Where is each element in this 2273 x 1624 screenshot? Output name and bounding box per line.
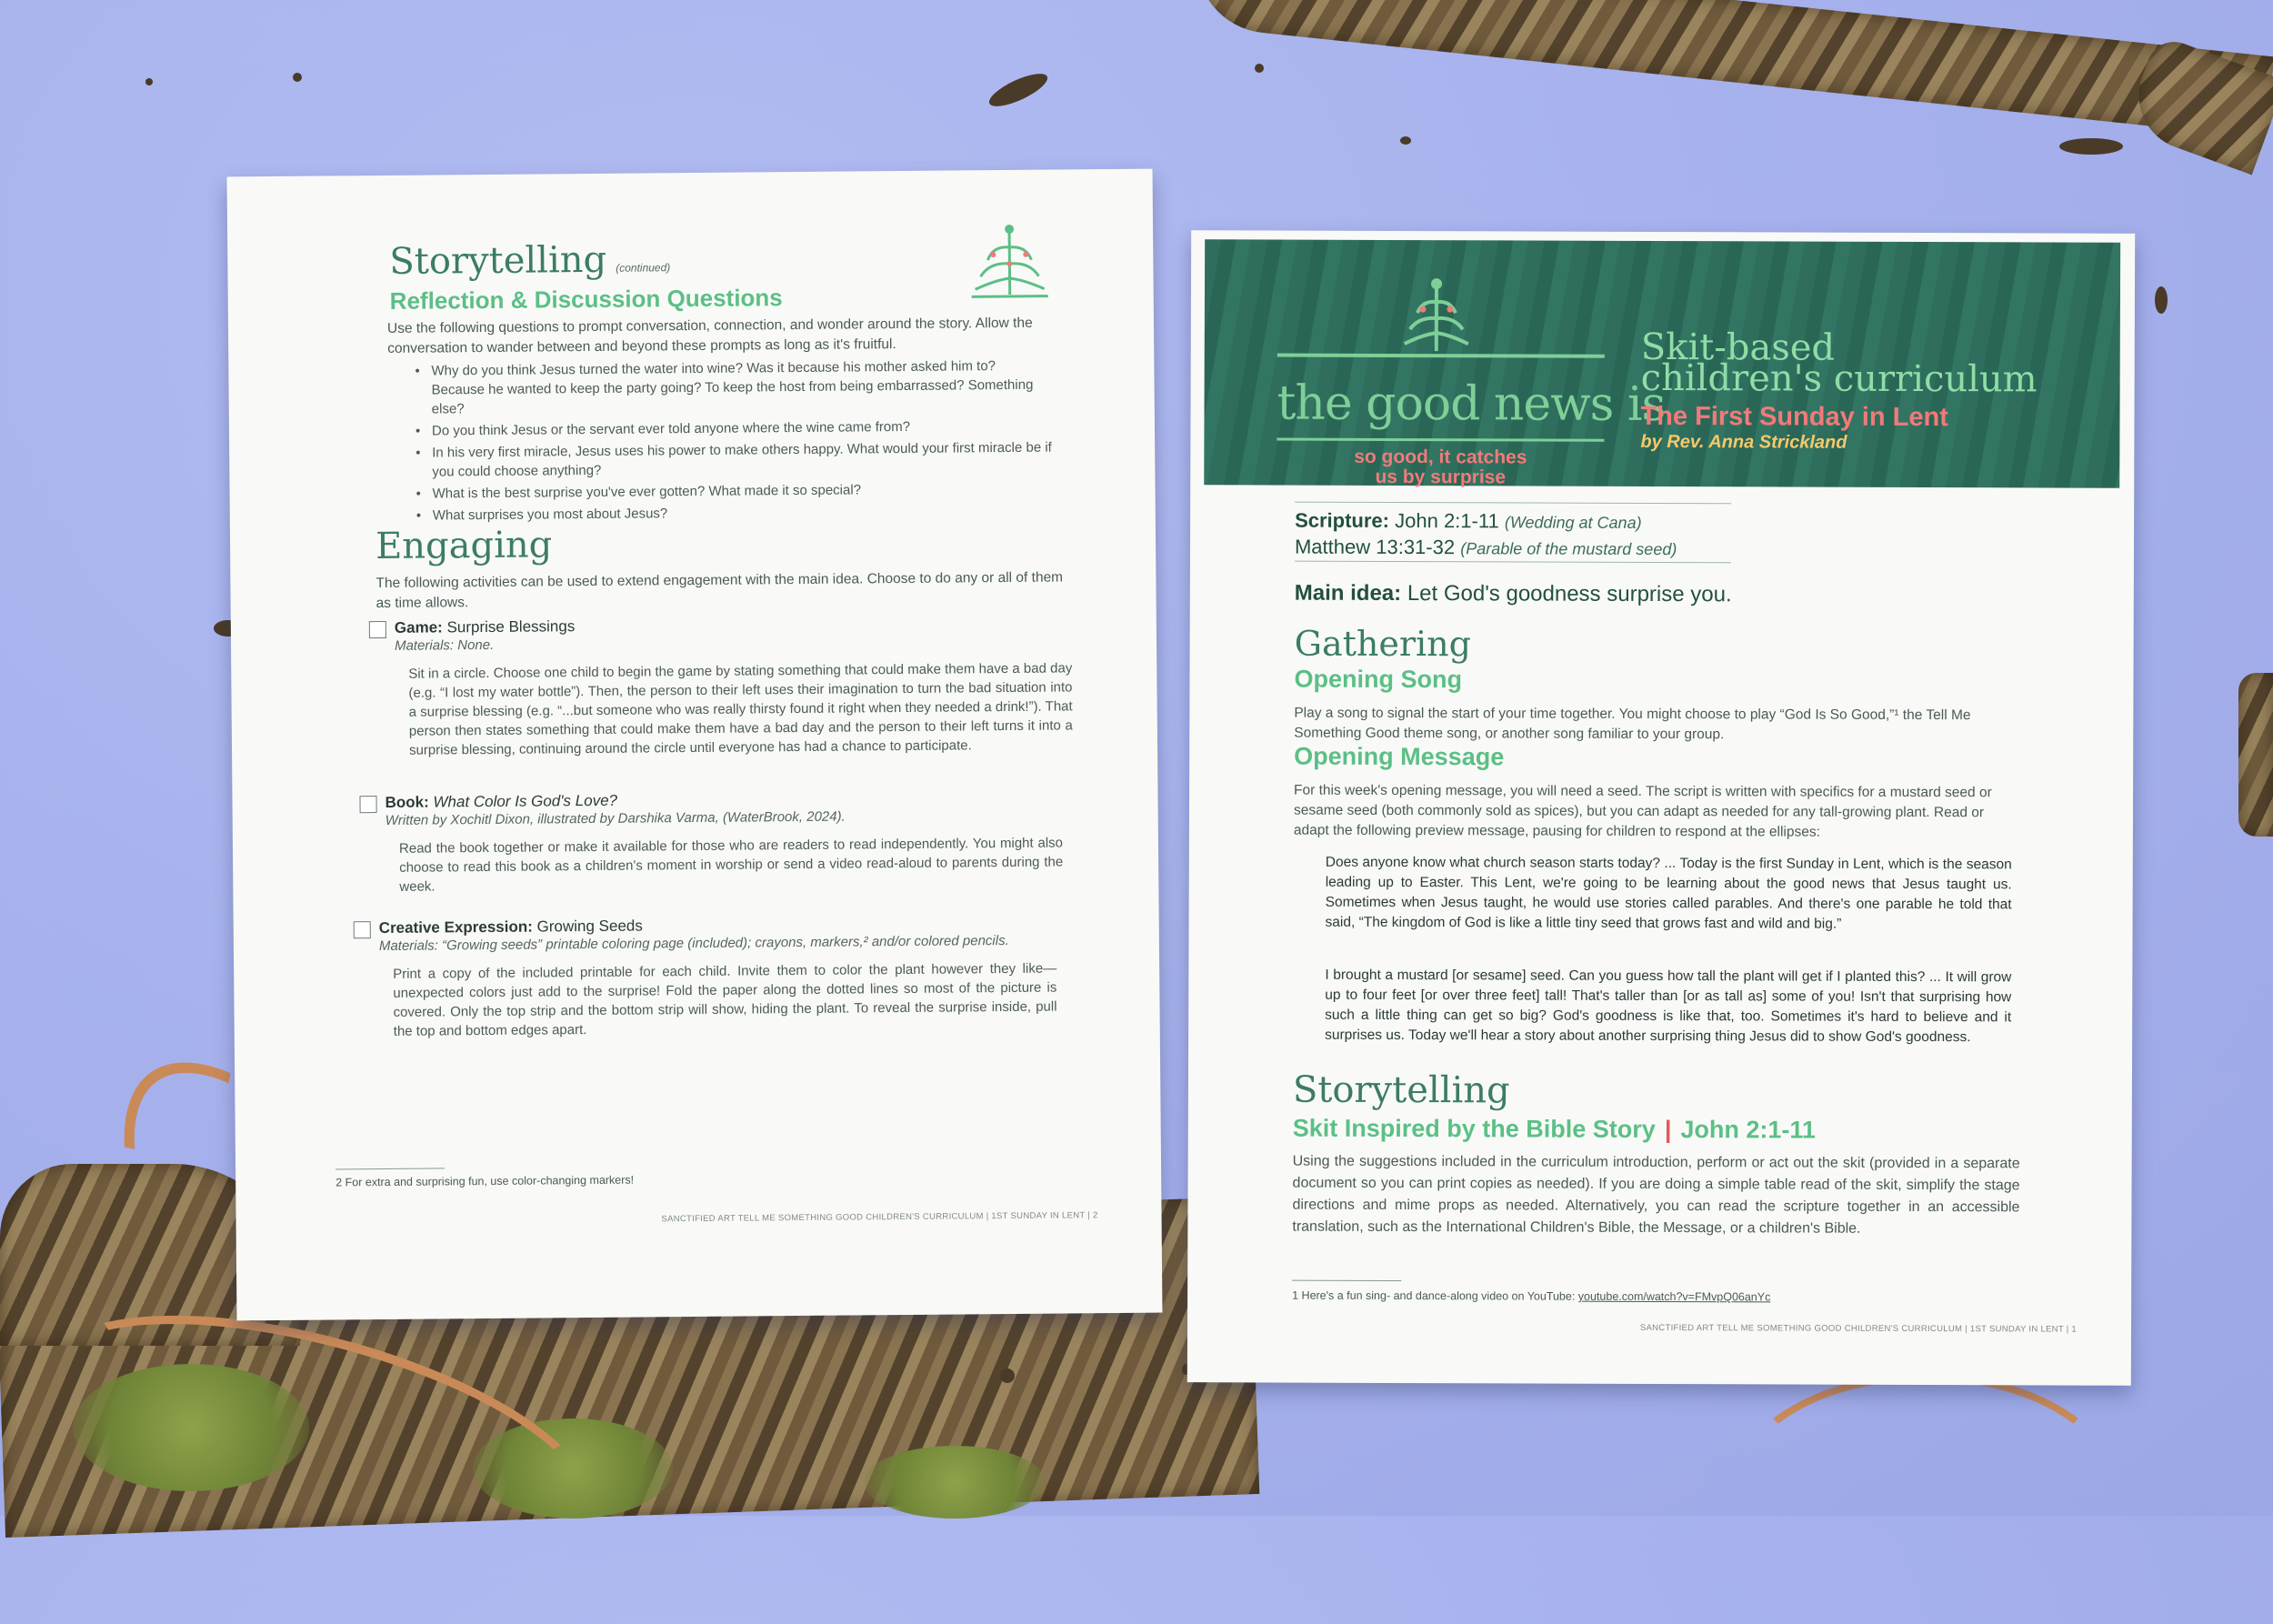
debris [145, 78, 153, 85]
skit-ref: John 2:1-11 [1680, 1116, 1816, 1144]
activity-description: Sit in a circle. Choose one child to begin the game by stating something that could make them have a bad day (e.g. “I lost my water bottle”). Then, the person to their left uses their imagination to turn the bad situation into a surprise blessing (e.g. “...but someone who was really thirsty found it right when they needed a drink!”). That person then states something that could make them have a bad day and the person to their left turns it into a surprise blessing, continuing around the circle until everyone has had a chance to participate. [395, 658, 1073, 759]
subsection-title: Opening Message [1294, 743, 1504, 772]
main-idea-label: Main idea: [1295, 581, 1401, 606]
section-title-gathering: Gathering [1295, 624, 1472, 665]
activity-checkbox[interactable] [359, 796, 376, 813]
logo-text: the good news is [1277, 376, 1665, 432]
scripture-line [1295, 535, 1677, 562]
list-item: • Why do you think Jesus turned the water into wine? Was it because his mother asked him to? Because he wanted to keep the party going? To keep the host from being embarrassed? Something else? [415, 356, 1052, 419]
scripture-line [1295, 508, 1677, 536]
activity-materials: Written by Xochitl Dixon, illustrated by Darshika Varma, (WaterBrook, 2024). [386, 807, 1063, 828]
tree-icon [1396, 276, 1477, 354]
logo-tagline: so good, it catches us by surprise [1345, 447, 1536, 488]
bark-top-right [1190, 0, 2273, 138]
subsection-title: Reflection & Discussion Questions [390, 284, 783, 316]
script-paragraph: Does anyone know what church season starts today? ... Today is the first Sunday in Lent, which is the season leading up to Easter. This Lent, we're going to be learning about the good news that Jesus taught us. Sometimes when Jesus taught, he would use stories called parables. And there's one parable he told that said, “The kingdom of God is like a little tiny seed that grows fast and wild and big.” [1326, 853, 2012, 936]
debris [1255, 64, 1264, 73]
opening-message-paragraph: For this week's opening message, you will need a seed. The script is written with specifics for a mustard seed or sesame seed (both commonly sold as spices), but you can adapt as needed for any tall-growing plant. Read or adapt the following preview message, pausing for children to respond at the ellipses: [1294, 781, 2012, 844]
main-idea-text: Let God's goodness surprise you. [1407, 581, 1732, 606]
activity-label: Book: [385, 794, 428, 811]
debris [986, 67, 1052, 113]
activity-name: Surprise Blessings [446, 617, 575, 636]
section-title-text: Storytelling [389, 239, 606, 283]
continued-note: (continued) [616, 261, 670, 275]
banner-author: by Rev. Anna Strickland [1640, 432, 1847, 454]
activity-checkbox[interactable] [354, 921, 371, 938]
banner-title-line: Skit-based [1641, 330, 1835, 366]
footnote-link[interactable]: youtube.com/watch?v=FMvpQ06anYc [1578, 1290, 1771, 1304]
debris [2155, 286, 2168, 314]
activity-label: Creative Expression: [379, 918, 533, 937]
footnote-text: 1 Here's a fun sing- and dance-along video on YouTube: [1292, 1289, 1575, 1303]
intro-paragraph: Use the following questions to prompt conversation, connection, and wonder around the story. Allow the conversation to wander between and beyond these prompts as long as it's fruitful. [387, 313, 1060, 358]
header-banner [1204, 239, 2120, 488]
logo-rule [1277, 354, 1605, 358]
activity-creative-expression [379, 914, 1057, 1041]
footnote: 2 For extra and surprising fun, use color-changing markers! [335, 1174, 634, 1189]
subsection-title [1293, 1115, 1816, 1145]
list-item: • Do you think Jesus or the servant ever told anyone where the wine came from? [416, 416, 1052, 441]
scripture-ref: John 2:1-11 [1395, 509, 1499, 532]
list-item: • In his very first miracle, Jesus uses his power to make others happy. What would your first miracle be if you could choose anything? [416, 438, 1052, 482]
activity-name: Growing Seeds [537, 917, 643, 936]
activity-game [395, 613, 1073, 759]
section-title-engaging: Engaging [375, 524, 553, 567]
engaging-intro: The following activities can be used to extend engagement with the main idea. Choose to do any or all of them as time allows. [375, 567, 1066, 614]
right-page [1187, 230, 2135, 1386]
activity-description: Read the book together or make it available for those who are readers to read independently. You might also choose to read this book as a children's moment in worship or send a video read-aloud to parents during the week. [386, 833, 1064, 896]
footnote [1292, 1289, 1770, 1304]
skit-title: Skit Inspired by the Bible Story [1293, 1115, 1656, 1143]
debris [1000, 1368, 1015, 1383]
scripture-note: (Wedding at Cana) [1505, 513, 1642, 532]
divider [1295, 502, 1731, 505]
moss-patch [864, 1446, 1046, 1519]
footnote-divider [335, 1168, 445, 1169]
banner-sunday: The First Sunday in Lent [1640, 402, 1948, 433]
debris [293, 73, 302, 82]
list-item: • What surprises you most about Jesus? [416, 501, 1053, 526]
skit-paragraph: Using the suggestions included in the curriculum introduction, perform or act out the skit (provided in a separate document so you can print copies as needed). If you are doing a simple table read of the skit, simplify the stage directions and mime props as needed. Alternatively, you can read the scripture together in an accessible translation, such as the International Children's Bible, the Message, or a children's Bible. [1292, 1151, 2019, 1241]
activity-label: Game: [395, 618, 443, 636]
activity-book [385, 787, 1063, 896]
debris [2059, 138, 2123, 155]
scripture-block [1295, 508, 1677, 562]
debris [1400, 136, 1411, 145]
opening-song-paragraph: Play a song to signal the start of your time together. You might choose to play “God Is So Good,”¹ the Tell Me Something Good theme song, or another song familiar to your group. [1294, 704, 2012, 747]
left-page [227, 169, 1163, 1321]
activity-materials: Materials: “Growing seeds” printable coloring page (included); crayons, markers,² and/or colored pencils. [379, 933, 1056, 955]
scripture-note: (Parable of the mustard seed) [1460, 539, 1677, 558]
page-footer: SANCTIFIED ART TELL ME SOMETHING GOOD CHILDREN'S CURRICULUM | 1ST SUNDAY IN LENT | 1 [1640, 1323, 2077, 1335]
banner-title-line: children's curriculum [1641, 361, 2038, 397]
separator: | [1665, 1116, 1672, 1143]
bark-right-edge [2238, 673, 2273, 837]
scripture-label: Scripture: [1295, 509, 1389, 532]
footnote-divider [1292, 1280, 1401, 1281]
main-idea [1295, 581, 1732, 608]
section-title-storytelling [389, 238, 670, 283]
activity-name: What Color Is God's Love? [433, 792, 617, 811]
page-footer: SANCTIFIED ART TELL ME SOMETHING GOOD CHILDREN'S CURRICULUM | 1ST SUNDAY IN LENT | 2 [661, 1210, 1097, 1224]
section-title-storytelling: Storytelling [1293, 1069, 1510, 1112]
subsection-title: Opening Song [1294, 666, 1462, 695]
twig [1727, 1373, 2124, 1624]
script-paragraph: I brought a mustard [or sesame] seed. Can you guess how tall the plant will get if I planted this? ... It will grow up to four feet [or over three feet] tall! That's taller than [or as tall as] some of you! Isn't that surprising how such a little thing can get so big? God's goodness is like that, too. Sometimes it's hard to believe and it surprises us. Today we'll hear a story about another surprising thing Jesus did to show God's goodness. [1325, 966, 2011, 1048]
scripture-ref: Matthew 13:31-32 [1295, 536, 1455, 559]
activity-checkbox[interactable] [369, 621, 386, 638]
logo-rule [1277, 438, 1604, 442]
activity-materials: Materials: None. [395, 632, 1072, 654]
tree-icon [964, 220, 1056, 303]
list-item: • What is the best surprise you've ever gotten? What made it so special? [416, 479, 1052, 504]
activity-description: Print a copy of the included printable for each child. Invite them to color the plant however they like—unexpected colors just add to the surprise! Fold the paper along the dotted lines so most of the picture is covered. Only the top strip and the bottom strip will show, hiding the plant. To reveal the surprise inside, pull the top and bottom edges apart. [379, 959, 1057, 1041]
question-list [415, 356, 1053, 528]
